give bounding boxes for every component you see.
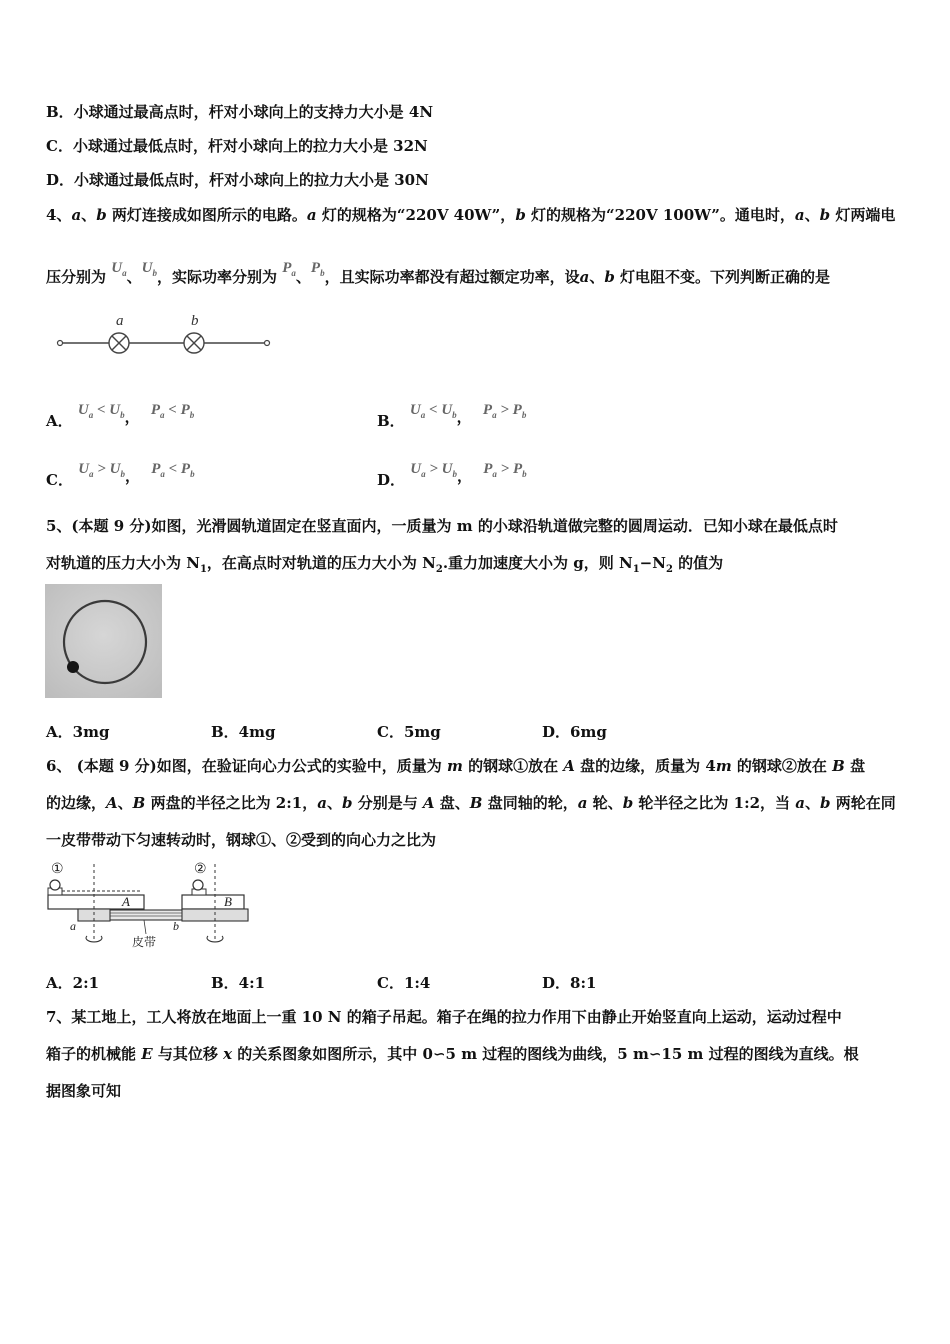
ball-1-label: ① bbox=[51, 862, 64, 877]
lamp-b bbox=[184, 333, 204, 353]
disc-a-label: A bbox=[122, 894, 130, 909]
symbol-ub: $U_b$ bbox=[141, 260, 157, 278]
q6-option-d: D．8:1 bbox=[542, 974, 597, 992]
symbol-pa: $P_a$ bbox=[282, 260, 296, 278]
ball-1 bbox=[50, 880, 60, 890]
q4-stem-line1: 4、a、b 两灯连接成如图所示的电路。a 灯的规格为“220V 40W”，b 灯的规格为“220V 100W”。通电时，a、b 灯两端电 bbox=[46, 206, 896, 224]
centripetal-apparatus-diagram bbox=[44, 858, 252, 954]
circular-track-photo bbox=[45, 584, 162, 698]
disc-b bbox=[182, 895, 244, 909]
terminal-left bbox=[58, 341, 63, 346]
small-ball bbox=[67, 661, 79, 673]
ball-2 bbox=[193, 880, 203, 890]
q3-option-d: D．小球通过最低点时，杆对小球向上的拉力大小是 30N bbox=[46, 171, 429, 189]
circuit-diagram bbox=[54, 312, 276, 362]
q6-option-a: A．2:1 bbox=[46, 974, 100, 992]
symbol-ua: $U_a$ bbox=[111, 260, 127, 278]
ball-2-label: ② bbox=[194, 862, 207, 877]
q6-stem-line2: 的边缘，A、B 两盘的半径之比为 2:1，a、b 分别是与 A 盘、B 盘同轴的轮，a 轮、b 轮半径之比为 1:2，当 a、b 两轮在同 bbox=[46, 794, 896, 812]
q6-stem-line3: 一皮带带动下匀速转动时，钢球①、②受到的向心力之比为 bbox=[46, 831, 437, 849]
q6-option-b: B．4:1 bbox=[211, 974, 266, 992]
q7-stem-line3: 据图象可知 bbox=[46, 1082, 122, 1100]
q5-stem-line1: 5、(本题 9 分)如图，光滑圆轨道固定在竖直面内，一质量为 m 的小球沿轨道做完整的圆周运动．已知小球在最低点时 bbox=[46, 517, 838, 535]
q4-stem-line2: 压分别为 $U_a$、$U_b$，实际功率分别为 $P_a$、$P_b$，且实际功率都没有超过额定功率，设a、b 灯电阻不变。下列判断正确的是 bbox=[46, 260, 831, 286]
q5-option-a: A．3mg bbox=[46, 723, 110, 741]
symbol-pb: $P_b$ bbox=[310, 260, 325, 278]
q3-option-c: C．小球通过最低点时，杆对小球向上的拉力大小是 32N bbox=[46, 137, 428, 155]
q4-option-c: C． $U_a > U_b$， $P_a < P_b$ bbox=[46, 461, 195, 489]
q6-option-c: C．1:4 bbox=[377, 974, 431, 992]
q6-stem-line1: 6、 (本题 9 分)如图，在验证向心力公式的实验中，质量为 m 的钢球①放在 A 盘的边缘，质量为 4m 的钢球②放在 B 盘 bbox=[46, 757, 866, 775]
q4-option-d: D． $U_a > U_b$， $P_a > P_b$ bbox=[377, 461, 527, 489]
terminal-right bbox=[265, 341, 270, 346]
q4-option-a: A． $U_a < U_b$， $P_a < P_b$ bbox=[46, 402, 195, 430]
q3-option-b: B．小球通过最高点时，杆对小球向上的支持力大小是 4N bbox=[46, 103, 434, 121]
belt-label: 皮带 bbox=[132, 935, 157, 949]
q5-option-c: C．5mg bbox=[377, 723, 441, 741]
q5-stem-line2: 对轨道的压力大小为 $N_1$，在高点时对轨道的压力大小为 $N_2$.重力加速度大小为 g，则 $N_1-N_2$ 的值为 bbox=[46, 554, 724, 575]
lamp-a-label: a bbox=[116, 313, 124, 329]
wheel-b-label: b bbox=[173, 919, 179, 933]
lamp-a bbox=[109, 333, 129, 353]
q5-option-b: B．4mg bbox=[211, 723, 276, 741]
q4-option-b: B． $U_a < U_b$， $P_a > P_b$ bbox=[377, 402, 527, 430]
wheel-a-label: a bbox=[70, 919, 76, 933]
q7-stem-line1: 7、某工地上，工人将放在地面上一重 10 N 的箱子吊起。箱子在绳的拉力作用下由静止开始竖直向上运动，运动过程中 bbox=[46, 1008, 842, 1026]
disc-b-label: B bbox=[224, 894, 232, 909]
q5-option-d: D．6mg bbox=[542, 723, 607, 741]
lamp-b-label: b bbox=[191, 313, 199, 329]
q7-stem-line2: 箱子的机械能 E 与其位移 x 的关系图象如图所示，其中 0∽5 m 过程的图线为曲线，5 m∽15 m 过程的图线为直线。根 bbox=[46, 1045, 859, 1063]
